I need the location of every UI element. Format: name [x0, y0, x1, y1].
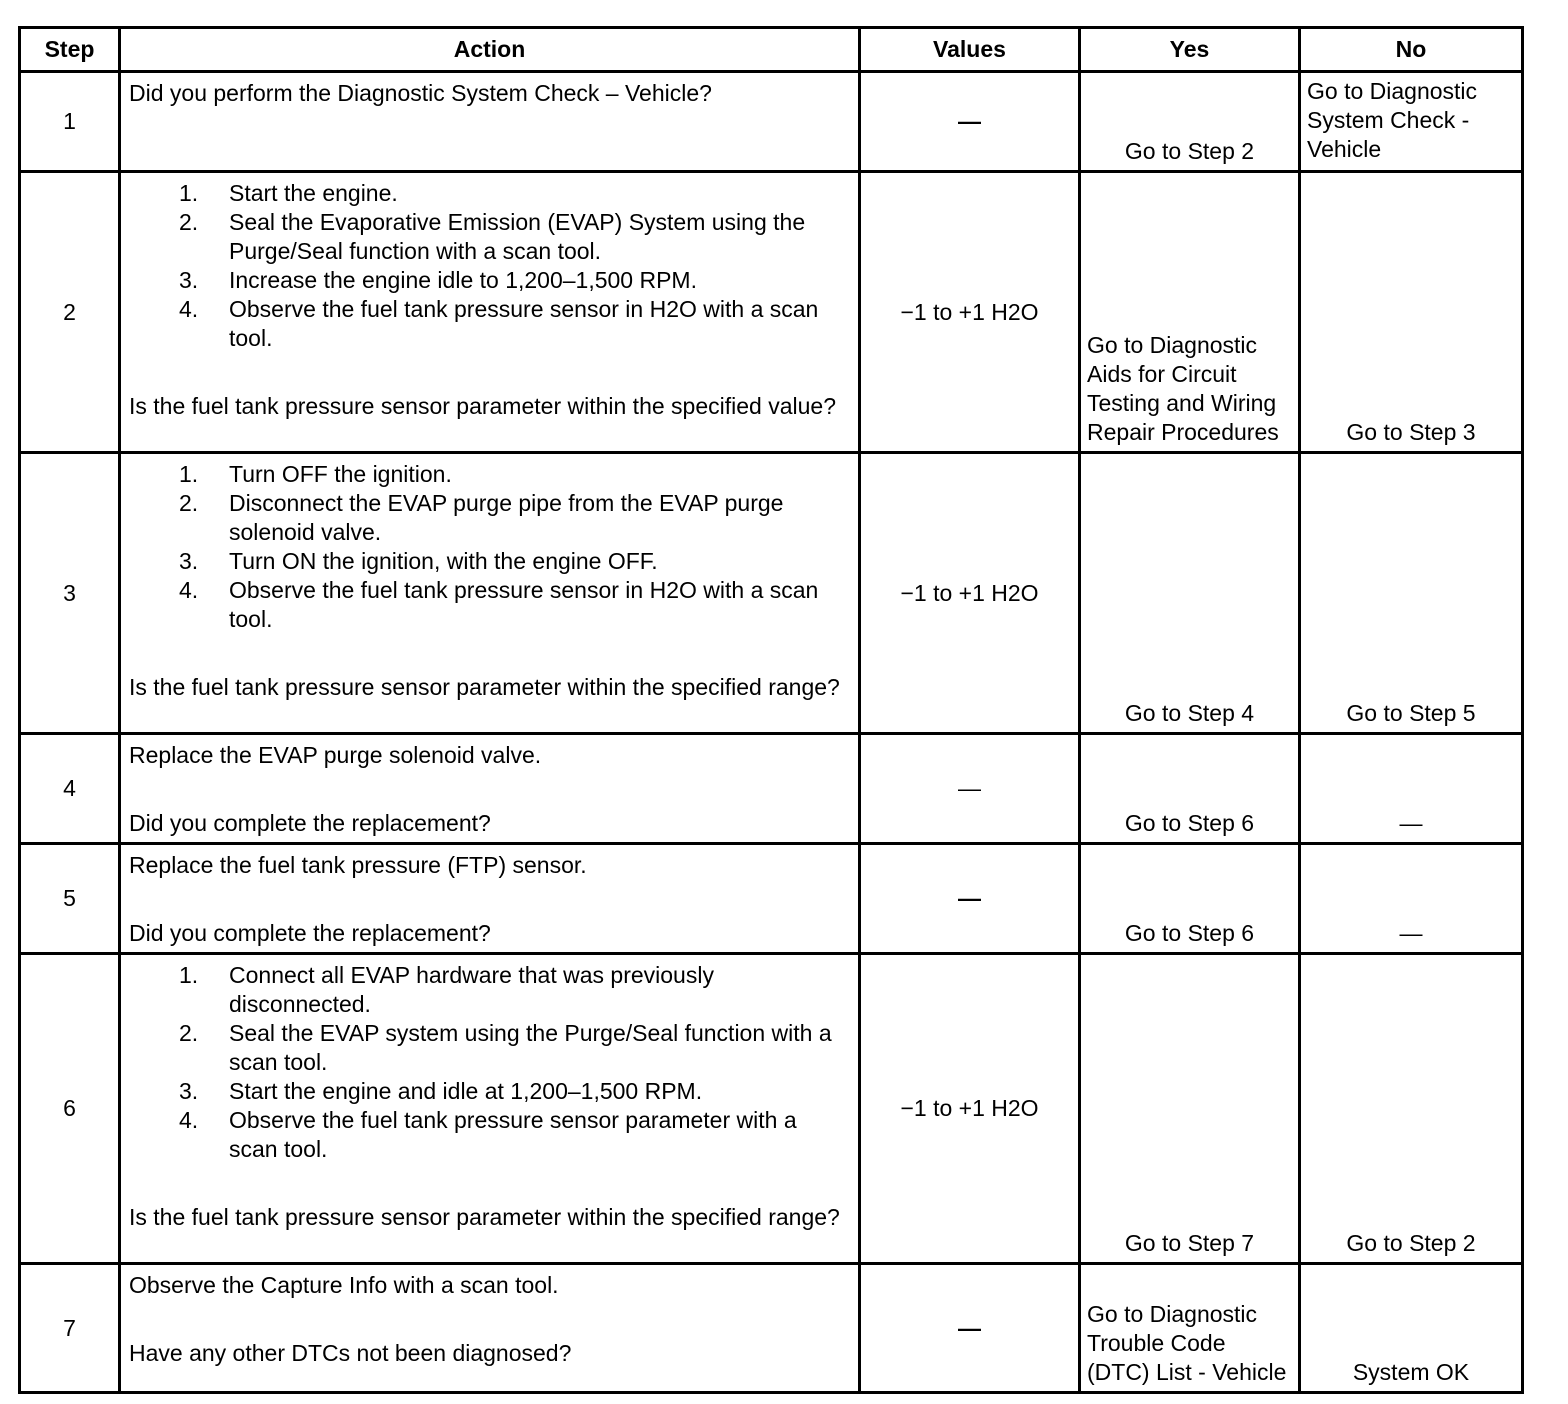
- list-item: [129, 295, 850, 353]
- action-cell: [120, 734, 860, 844]
- yes-cell: Go to Step 7: [1080, 954, 1300, 1264]
- list-item: [129, 179, 850, 208]
- list-item: [129, 1106, 850, 1164]
- table-row-step-3: [20, 453, 1523, 734]
- action-intro: Did you perform the Diagnostic System Check – Vehicle?: [129, 80, 712, 106]
- action-cell: [120, 844, 860, 954]
- no-cell: —: [1300, 844, 1523, 954]
- list-item-number: 3.: [179, 548, 199, 574]
- header-values: Values: [860, 28, 1080, 72]
- yes-cell: Go to Step 2: [1080, 72, 1300, 172]
- yes-cell: Go to Diagnostic Trouble Code (DTC) List - Vehicle: [1080, 1264, 1300, 1393]
- values-text: —: [958, 108, 981, 134]
- table-row-step-6: [20, 954, 1523, 1264]
- list-item-text: Observe the fuel tank pressure sensor parameter with a scan tool.: [229, 1107, 797, 1162]
- list-item-number: 2.: [179, 1020, 199, 1046]
- list-item: [129, 961, 850, 1019]
- values-text: —: [958, 1314, 981, 1341]
- table-row-step-4: [20, 734, 1523, 844]
- header-yes: Yes: [1080, 28, 1300, 72]
- list-item-number: 4.: [179, 577, 199, 603]
- list-item: [129, 576, 850, 634]
- list-item-text: Increase the engine idle to 1,200–1,500 RPM.: [229, 267, 697, 293]
- action-cell: [120, 72, 860, 172]
- action-question: Did you complete the replacement?: [129, 920, 491, 946]
- action-intro: Replace the fuel tank pressure (FTP) sensor.: [129, 852, 587, 878]
- action-question: Did you complete the replacement?: [129, 810, 491, 836]
- action-steps-list: [129, 179, 850, 353]
- list-item-text: Turn ON the ignition, with the engine OFF.: [229, 548, 658, 574]
- list-item: [129, 1019, 850, 1077]
- step-number: 2: [20, 172, 120, 453]
- values-text: −1 to +1 H2O: [900, 298, 1039, 325]
- list-item-text: Start the engine and idle at 1,200–1,500 RPM.: [229, 1078, 703, 1104]
- action-cell: [120, 172, 860, 453]
- table-row-step-5: [20, 844, 1523, 954]
- values-text: —: [958, 885, 981, 911]
- list-item-number: 3.: [179, 1078, 199, 1104]
- step-number: 4: [20, 734, 120, 844]
- values-cell: [860, 1264, 1080, 1393]
- list-item-number: 1.: [179, 180, 199, 206]
- list-item-text: Start the engine.: [229, 180, 398, 206]
- list-item-text: Connect all EVAP hardware that was previously disconnected.: [229, 962, 714, 1017]
- list-item: [129, 460, 850, 489]
- list-item-number: 1.: [179, 461, 199, 487]
- list-item-number: 4.: [179, 1107, 199, 1133]
- action-steps-list: [129, 460, 850, 634]
- no-cell: Go to Step 5: [1300, 453, 1523, 734]
- list-item-text: Disconnect the EVAP purge pipe from the EVAP purge solenoid valve.: [229, 490, 784, 545]
- action-steps-list: [129, 961, 850, 1164]
- action-intro: Observe the Capture Info with a scan tool.: [129, 1272, 559, 1298]
- values-text: —: [958, 775, 981, 801]
- yes-cell: Go to Step 4: [1080, 453, 1300, 734]
- values-cell: [860, 72, 1080, 172]
- values-cell: [860, 172, 1080, 453]
- action-question: Is the fuel tank pressure sensor parameter within the specified range?: [129, 1204, 840, 1230]
- list-item-number: 2.: [179, 209, 199, 235]
- no-cell: —: [1300, 734, 1523, 844]
- action-cell: [120, 1264, 860, 1393]
- step-number: 1: [20, 72, 120, 172]
- step-number: 6: [20, 954, 120, 1264]
- table-row-step-1: [20, 72, 1523, 172]
- no-cell: Go to Step 3: [1300, 172, 1523, 453]
- action-question: Is the fuel tank pressure sensor parameter within the specified range?: [129, 674, 840, 700]
- no-cell: System OK: [1300, 1264, 1523, 1393]
- step-number: 7: [20, 1264, 120, 1393]
- list-item: [129, 1077, 850, 1106]
- values-cell: [860, 453, 1080, 734]
- step-number: 3: [20, 453, 120, 734]
- action-cell: [120, 453, 860, 734]
- header-step: Step: [20, 28, 120, 72]
- list-item: [129, 266, 850, 295]
- list-item-text: Seal the Evaporative Emission (EVAP) System using the Purge/Seal function with a scan tool.: [229, 209, 806, 264]
- table-row-step-2: [20, 172, 1523, 453]
- header-row: [20, 28, 1523, 72]
- no-cell: Go to Diagnostic System Check - Vehicle: [1300, 72, 1523, 172]
- list-item-text: Observe the fuel tank pressure sensor in H2O with a scan tool.: [229, 296, 819, 351]
- values-cell: [860, 954, 1080, 1264]
- values-text: −1 to +1 H2O: [900, 1095, 1039, 1121]
- list-item-text: Turn OFF the ignition.: [229, 461, 452, 487]
- values-cell: [860, 844, 1080, 954]
- action-cell: [120, 954, 860, 1264]
- header-action: Action: [120, 28, 860, 72]
- list-item: [129, 208, 850, 266]
- list-item: [129, 547, 850, 576]
- list-item-number: 1.: [179, 962, 199, 988]
- list-item-number: 3.: [179, 267, 199, 293]
- no-cell: Go to Step 2: [1300, 954, 1523, 1264]
- action-question: Have any other DTCs not been diagnosed?: [129, 1340, 572, 1366]
- yes-cell: Go to Step 6: [1080, 734, 1300, 844]
- step-number: 5: [20, 844, 120, 954]
- list-item-text: Seal the EVAP system using the Purge/Seal function with a scan tool.: [229, 1020, 832, 1075]
- diagnostic-table: [18, 26, 1524, 1394]
- list-item-number: 4.: [179, 296, 199, 322]
- values-text: −1 to +1 H2O: [900, 579, 1039, 606]
- yes-cell: Go to Diagnostic Aids for Circuit Testing and Wiring Repair Procedures: [1080, 172, 1300, 453]
- values-cell: [860, 734, 1080, 844]
- table-row-step-7: [20, 1264, 1523, 1393]
- list-item-number: 2.: [179, 490, 199, 516]
- action-intro: Replace the EVAP purge solenoid valve.: [129, 742, 542, 768]
- list-item: [129, 489, 850, 547]
- list-item-text: Observe the fuel tank pressure sensor in H2O with a scan tool.: [229, 577, 819, 632]
- action-question: Is the fuel tank pressure sensor parameter within the specified value?: [129, 393, 836, 419]
- yes-cell: Go to Step 6: [1080, 844, 1300, 954]
- header-no: No: [1300, 28, 1523, 72]
